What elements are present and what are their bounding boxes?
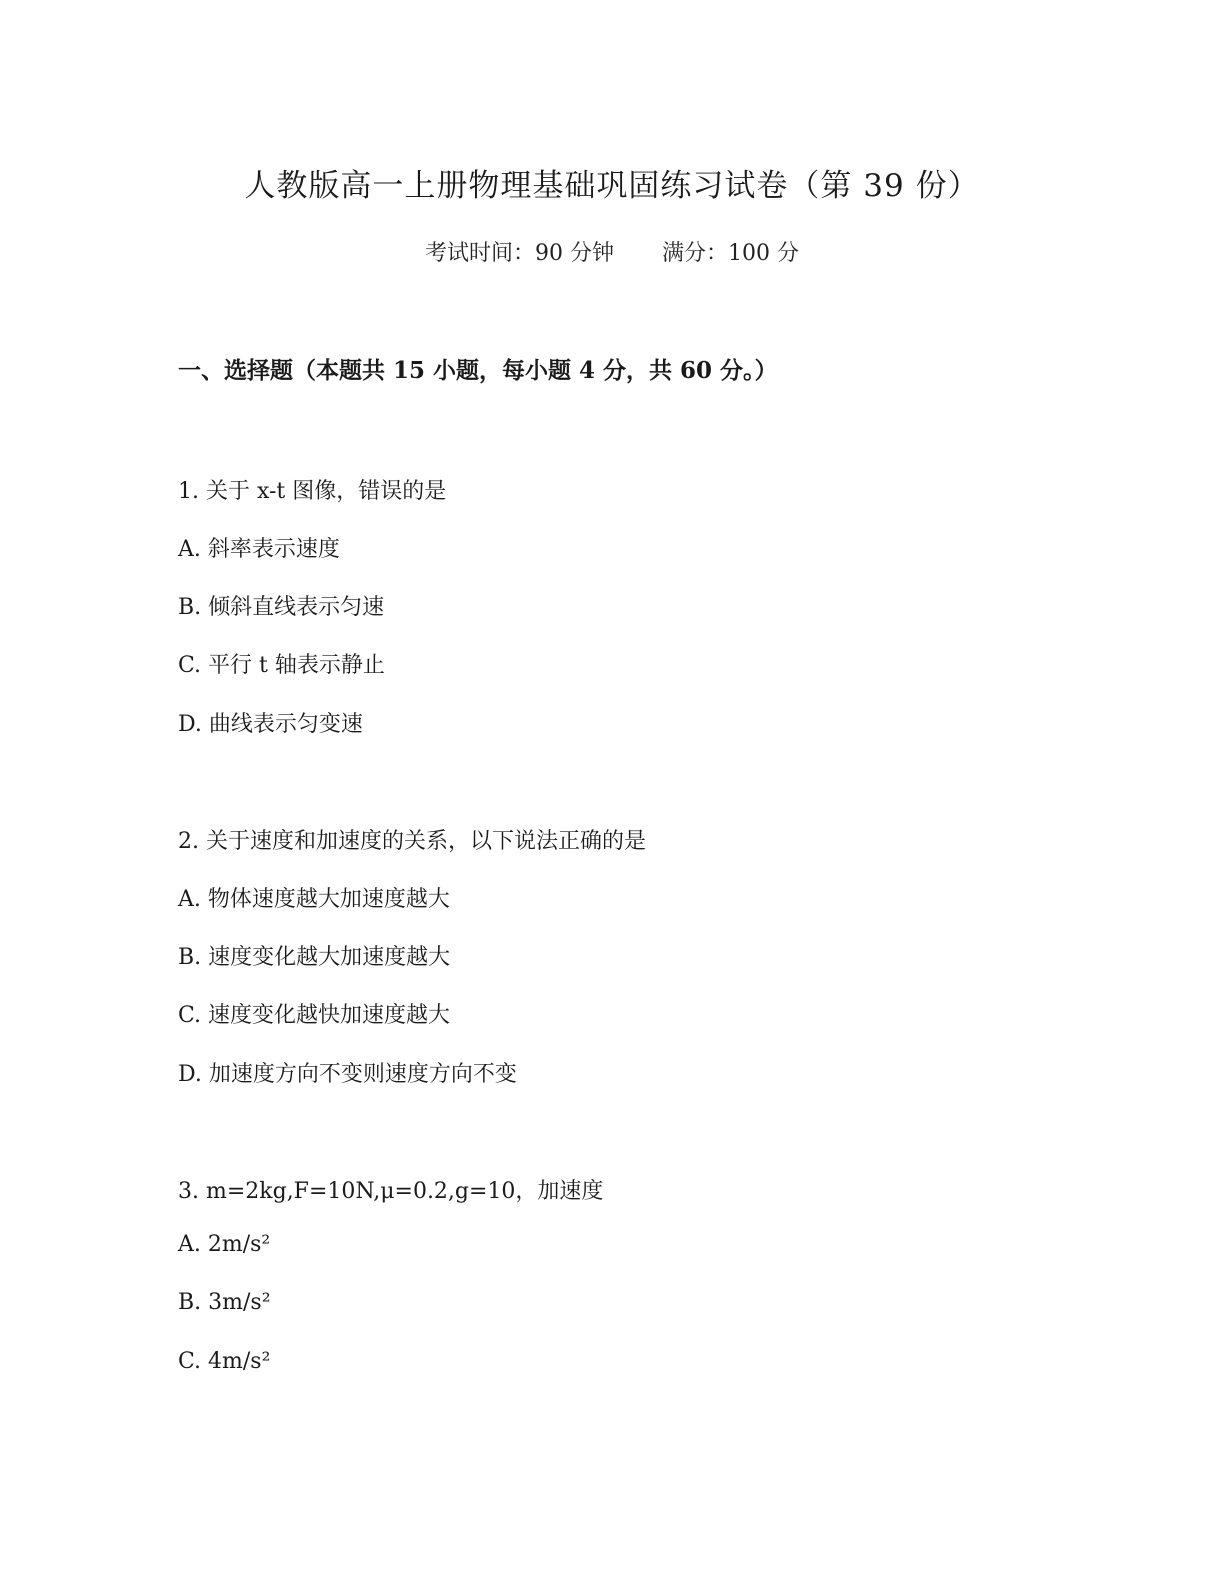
exam-meta: [0, 236, 1224, 267]
option-item: C. 速度变化越快加速度越大: [178, 1003, 451, 1028]
question-stem: 2. 关于速度和加速度的关系，以下说法正确的是: [178, 829, 646, 854]
option-item: D. 曲线表示匀变速: [178, 712, 363, 737]
option-item: A. 物体速度越大加速度越大: [178, 887, 450, 912]
option-item: A. 2m/s²: [178, 1232, 271, 1257]
option-item: B. 3m/s²: [178, 1290, 271, 1315]
exam-score: 满分：100 分: [662, 241, 799, 266]
option-item: A. 斜率表示速度: [178, 537, 340, 562]
question-stem: 3. m=2kg,F=10N,μ=0.2,g=10，加速度: [178, 1179, 604, 1204]
exam-time: 考试时间：90 分钟: [425, 241, 614, 266]
question-stem: 1. 关于 x-t 图像，错误的是: [178, 479, 447, 504]
page-title: 人教版高一上册物理基础巩固练习试卷（第 39 份）: [244, 168, 980, 204]
option-item: C. 4m/s²: [178, 1349, 271, 1374]
option-item: B. 倾斜直线表示匀速: [178, 595, 385, 620]
section-heading: 一、选择题（本题共 15 小题，每小题 4 分，共 60 分。）: [178, 357, 778, 384]
option-item: D. 加速度方向不变则速度方向不变: [178, 1062, 517, 1087]
option-item: C. 平行 t 轴表示静止: [178, 653, 385, 678]
option-item: B. 速度变化越大加速度越大: [178, 945, 451, 970]
